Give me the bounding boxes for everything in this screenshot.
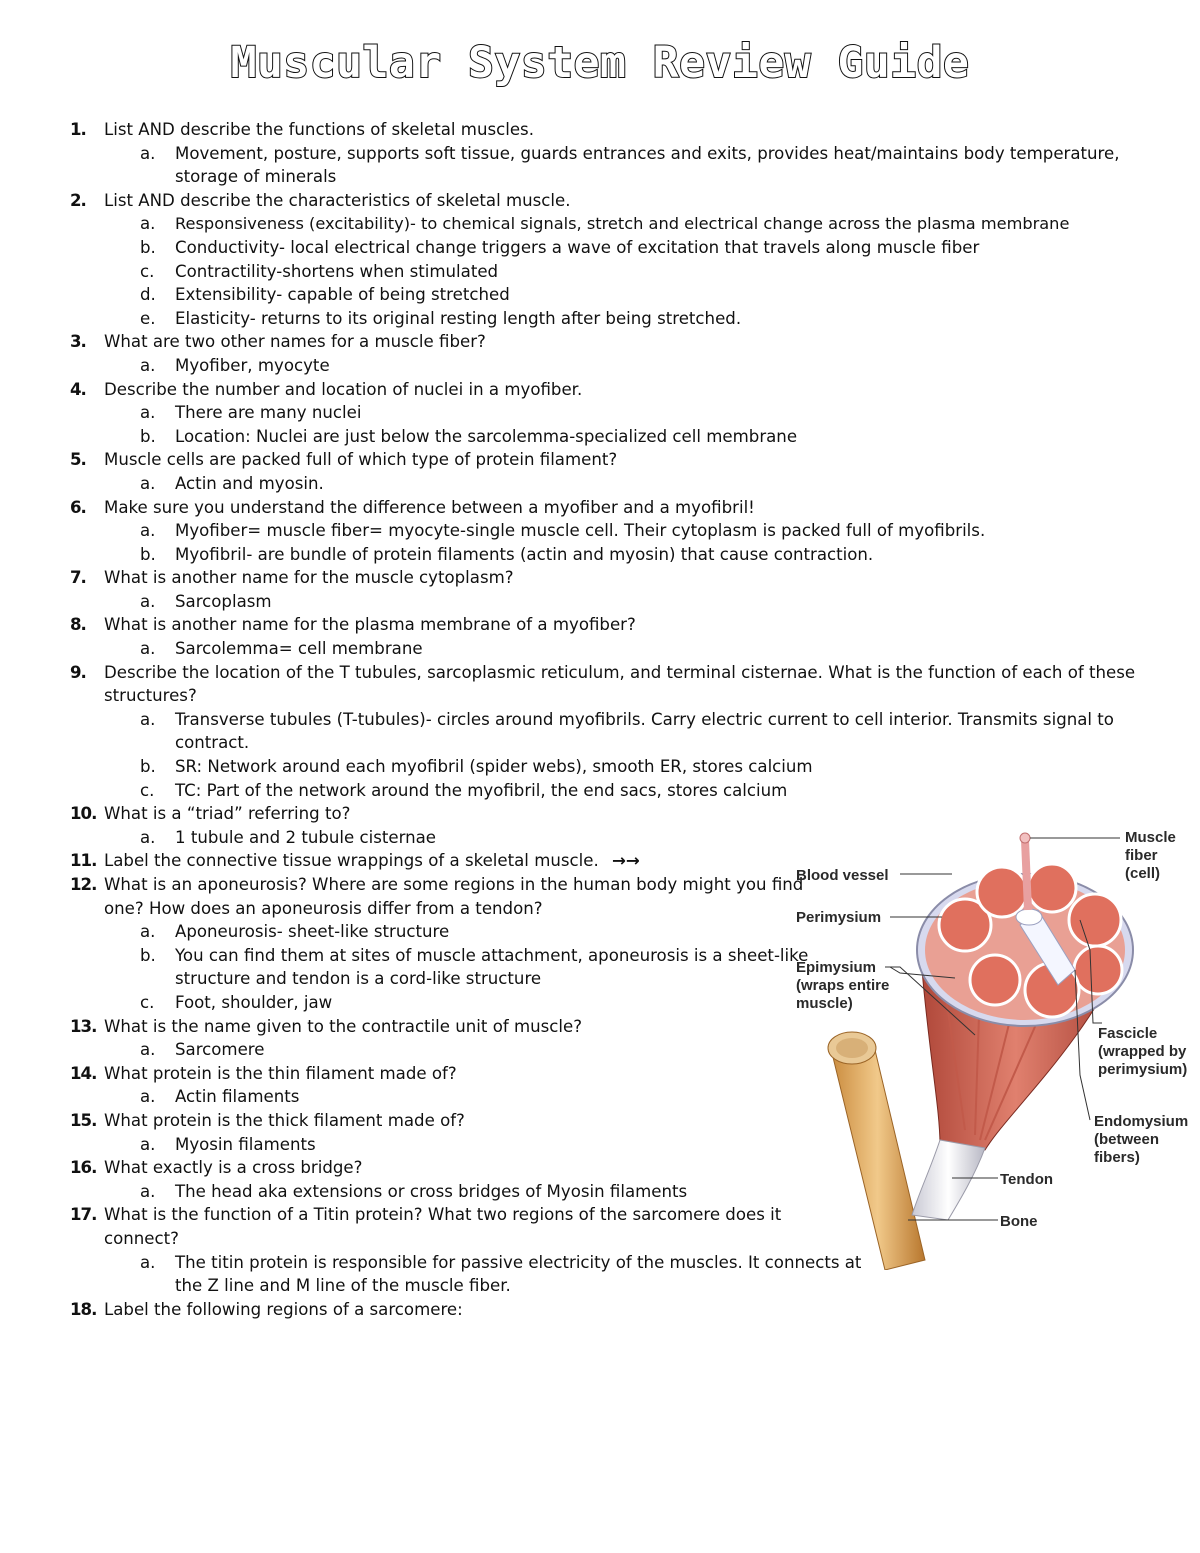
answer-text: Elasticity- returns to its original resting length after being stretched. xyxy=(175,308,742,328)
answer-text: Myofibril- are bundle of protein filaments (actin and myosin) that cause contraction. xyxy=(175,544,874,564)
answer-letter: a . xyxy=(140,590,155,614)
label-epimysium: Epimysium (wraps entire muscle) xyxy=(796,959,890,1012)
answer-text: SR: Network around each myofibril (spider webs), smooth ER, stores calcium xyxy=(175,757,813,777)
answer-item xyxy=(70,260,1140,284)
answer-text: Responsiveness (excitability)- to chemical signals, stretch and electrical change across the plasma membrane xyxy=(175,214,1070,234)
label-perimysium: Perimysium xyxy=(796,909,882,926)
answer-text: Location: Nuclei are just below the sarcolemma-specialized cell membrane xyxy=(175,426,798,446)
answer-item xyxy=(70,637,1140,661)
question-number: 7 . xyxy=(70,566,86,590)
question-16 xyxy=(70,1156,804,1180)
label-muscle-fiber: Muscle fiber (cell) xyxy=(1125,829,1176,882)
question-text: What is the function of a Titin protein? What two regions of the sarcomere does it connect? xyxy=(104,1205,782,1248)
answer-text: Myofiber= muscle fiber= myocyte-single muscle cell. Their cytoplasm is packed full of myofibrils. xyxy=(175,521,986,541)
answer-item xyxy=(70,354,1140,378)
question-text: What is another name for the muscle cytoplasm? xyxy=(104,568,514,588)
answer-text: The titin protein is responsible for passive electricity of the muscles. It connects at the Z line and M line of the muscle fiber. xyxy=(175,1252,862,1296)
question-text: What is the name given to the contractile unit of muscle? xyxy=(104,1016,583,1036)
question-text: What protein is the thick filament made of? xyxy=(104,1110,465,1130)
question-number: 3 . xyxy=(70,330,86,354)
answer-item xyxy=(70,708,1140,755)
question-text: List AND describe the characteristics of skeletal muscle. xyxy=(104,190,571,210)
arrow-right-icon: →→ xyxy=(612,851,640,871)
answer-letter: a . xyxy=(140,401,155,425)
question-number: 18 . xyxy=(70,1298,96,1322)
answer-item xyxy=(70,920,875,944)
answer-text: Transverse tubules (T-tubules)- circles around myofibrils. Carry electric current to cell interior. Transmits signal to contract. xyxy=(175,709,1114,753)
label-blood-vessel: Blood vessel xyxy=(796,867,889,884)
question-17 xyxy=(70,1203,804,1250)
question-number: 17 . xyxy=(70,1203,96,1227)
question-text: Describe the location of the T tubules, sarcoplasmic reticulum, and terminal cisternae. What is the function of each of these structures? xyxy=(104,662,1136,706)
question-9 xyxy=(70,661,1140,708)
label-fascicle: Fascicle (wrapped by perimysium) xyxy=(1098,1025,1188,1078)
answer-text: Extensibility- capable of being stretched xyxy=(175,285,510,305)
answer-letter: b . xyxy=(140,236,156,260)
question-text: What protein is the thin filament made of? xyxy=(104,1063,457,1083)
answer-letter: d . xyxy=(140,283,156,307)
question-text: Describe the number and location of nuclei in a myofiber. xyxy=(104,379,583,399)
question-8 xyxy=(70,613,1140,637)
answer-text: The head aka extensions or cross bridges of Myosin filaments xyxy=(175,1181,688,1201)
answer-letter: a . xyxy=(140,920,155,944)
question-13 xyxy=(70,1015,804,1039)
answer-letter: a . xyxy=(140,637,155,661)
answer-letter: a . xyxy=(140,472,155,496)
answer-item xyxy=(70,543,1140,567)
question-14 xyxy=(70,1062,804,1086)
answer-letter: a . xyxy=(140,1133,155,1157)
question-18 xyxy=(70,1298,804,1322)
question-number: 2 . xyxy=(70,189,86,213)
answer-letter: a . xyxy=(140,1085,155,1109)
answer-letter: c . xyxy=(140,260,154,284)
answer-item xyxy=(70,283,1140,307)
answer-text: TC: Part of the network around the myofibril, the end sacs, stores calcium xyxy=(175,780,788,800)
question-15 xyxy=(70,1109,804,1133)
question-1 xyxy=(70,118,1140,142)
answer-letter: a . xyxy=(140,826,155,850)
question-number: 1 . xyxy=(70,118,86,142)
answer-text: Sarcoplasm xyxy=(175,591,272,611)
muscle-anatomy-illustration xyxy=(780,820,1200,1270)
answer-letter: a . xyxy=(140,1180,155,1204)
answer-letter: b . xyxy=(140,755,156,779)
question-text: Label the connective tissue wrappings of a skeletal muscle. xyxy=(104,851,599,871)
answer-item xyxy=(70,519,1140,543)
question-6 xyxy=(70,496,1140,520)
answer-item xyxy=(70,425,1140,449)
answer-letter: a . xyxy=(140,354,155,378)
question-12 xyxy=(70,873,804,920)
answer-letter: a . xyxy=(140,708,155,732)
question-number: 9 . xyxy=(70,661,86,685)
answer-text: Myofiber, myocyte xyxy=(175,355,330,375)
question-number: 14 . xyxy=(70,1062,96,1086)
answer-text: Myosin filaments xyxy=(175,1134,316,1154)
answer-letter: a . xyxy=(140,142,155,166)
question-text: What exactly is a cross bridge? xyxy=(104,1158,363,1178)
question-text: Label the following regions of a sarcomere: xyxy=(104,1299,463,1319)
muscle-anatomy-figure xyxy=(780,820,1200,1270)
answer-text: Aponeurosis- sheet-like structure xyxy=(175,922,450,942)
question-3 xyxy=(70,330,1140,354)
question-number: 6 . xyxy=(70,496,86,520)
answer-item xyxy=(70,1085,875,1109)
question-2 xyxy=(70,189,1140,213)
question-text: What is an aponeurosis? Where are some regions in the human body might you find one? How does an aponeurosis differ from a tendon? xyxy=(104,875,804,918)
question-number: 13 . xyxy=(70,1015,96,1039)
answer-text: Contractility-shortens when stimulated xyxy=(175,261,499,281)
answer-letter: a . xyxy=(140,212,155,236)
label-tendon: Tendon xyxy=(1000,1171,1054,1188)
answer-text: Movement, posture, supports soft tissue, guards entrances and exits, provides heat/maintains body temperature, storage of minerals xyxy=(175,143,1120,187)
question-number: 12 . xyxy=(70,873,96,897)
answer-item xyxy=(70,472,1140,496)
answer-item xyxy=(70,755,1140,779)
question-number: 15 . xyxy=(70,1109,96,1133)
answer-item xyxy=(70,590,1140,614)
question-number: 5 . xyxy=(70,448,86,472)
question-7 xyxy=(70,566,1140,590)
answer-item xyxy=(70,779,1140,803)
answer-text: Foot, shoulder, jaw xyxy=(175,992,333,1012)
question-number: 10 . xyxy=(70,802,96,826)
answer-item xyxy=(70,307,1140,331)
answer-item xyxy=(70,944,875,991)
answer-item xyxy=(70,212,1140,236)
answer-text: There are many nuclei xyxy=(175,403,362,423)
bone-shape xyxy=(828,1032,925,1270)
answer-letter: a . xyxy=(140,1251,155,1275)
answer-text: Actin and myosin. xyxy=(175,473,324,493)
answer-item xyxy=(70,1038,875,1062)
answer-text: 1 tubule and 2 tubule cisternae xyxy=(175,827,437,847)
answer-letter: b . xyxy=(140,543,156,567)
question-text: Make sure you understand the difference between a myofiber and a myofibril! xyxy=(104,497,755,517)
answer-item xyxy=(70,142,1140,189)
question-4 xyxy=(70,378,1140,402)
question-number: 8 . xyxy=(70,613,86,637)
answer-text: Conductivity- local electrical change triggers a wave of excitation that travels along muscle fiber xyxy=(175,237,980,257)
question-text: Muscle cells are packed full of which type of protein filament? xyxy=(104,450,618,470)
question-number: 11 . xyxy=(70,849,96,873)
answer-letter: a . xyxy=(140,1038,155,1062)
answer-item xyxy=(70,1180,875,1204)
question-number: 16 . xyxy=(70,1156,96,1180)
question-text: What are two other names for a muscle fiber? xyxy=(104,332,486,352)
answer-item xyxy=(70,236,1140,260)
muscle-cross-section xyxy=(917,833,1133,1026)
answer-letter: b . xyxy=(140,944,156,968)
answer-text: Actin filaments xyxy=(175,1087,300,1107)
label-endomysium: Endomysium (between fibers) xyxy=(1094,1113,1189,1166)
answer-text: Sarcomere xyxy=(175,1040,265,1060)
answer-item xyxy=(70,401,1140,425)
answer-item xyxy=(70,991,875,1015)
answer-letter: c . xyxy=(140,779,154,803)
label-bone: Bone xyxy=(1000,1213,1038,1230)
question-text: List AND describe the functions of skeletal muscles. xyxy=(104,120,534,139)
answer-letter: b . xyxy=(140,425,156,449)
question-text: What is a “triad” referring to? xyxy=(104,804,351,824)
question-text: What is another name for the plasma membrane of a myofiber? xyxy=(104,615,636,635)
question-11 xyxy=(70,849,804,873)
answer-text: You can find them at sites of muscle attachment, aponeurosis is a sheet-like structure and tendon is a cord-like structure xyxy=(175,945,809,989)
tendon-shape xyxy=(912,1140,985,1220)
answer-letter: a . xyxy=(140,519,155,543)
page-title: Muscular System Review Guide xyxy=(230,38,970,88)
answer-item xyxy=(70,1251,875,1298)
question-number: 4 . xyxy=(70,378,86,402)
answer-letter: c . xyxy=(140,991,154,1015)
answer-text: Sarcolemma= cell membrane xyxy=(175,639,423,659)
question-5 xyxy=(70,448,1140,472)
answer-letter: e . xyxy=(140,307,156,331)
answer-item xyxy=(70,1133,875,1157)
